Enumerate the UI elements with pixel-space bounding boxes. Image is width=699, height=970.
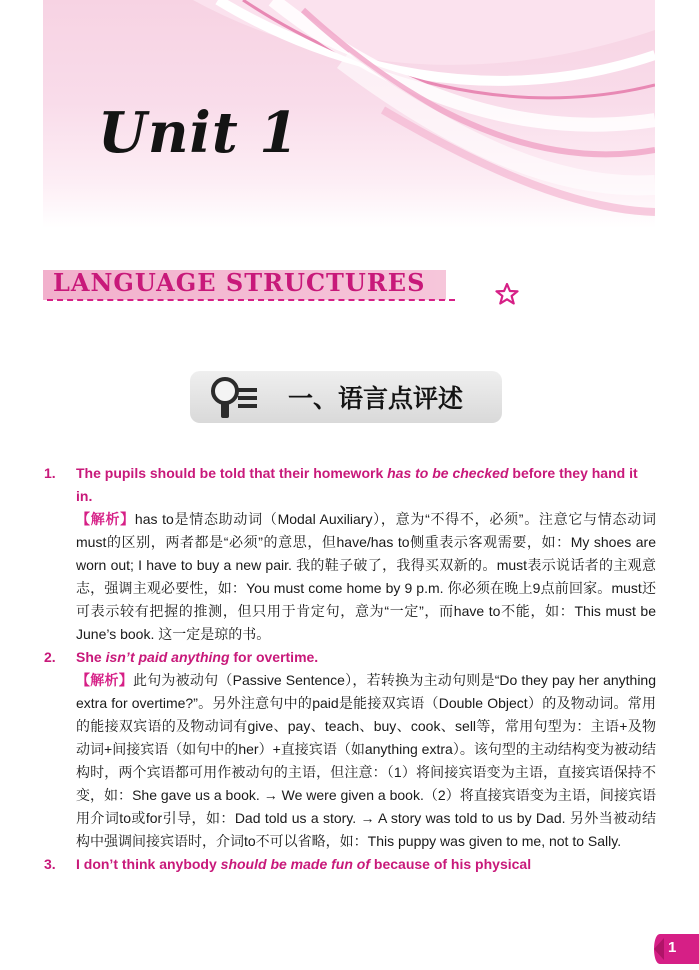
- subsection-title: 一、语言点评述: [288, 384, 464, 413]
- subsection-header: [190, 371, 502, 425]
- page-number-tab: [652, 932, 699, 966]
- item-number: 2.: [44, 649, 56, 665]
- example-sentence: The pupils should be told that their homework has to be checked before they hand it in.: [76, 465, 638, 504]
- list-item: [44, 462, 656, 508]
- magnifier-icon: [208, 375, 262, 421]
- section-dashed-line: [47, 299, 455, 301]
- list-item: [44, 853, 656, 876]
- item-number: 1.: [44, 465, 56, 481]
- section-title: LANGUAGE STRUCTURES: [53, 268, 426, 297]
- page-number: 1: [668, 939, 677, 956]
- section-header: [43, 263, 483, 308]
- analysis-note: [44, 508, 656, 646]
- analysis-text: 此句为被动句（Passive Sentence），若转换为主动句则是“Do they pay her anything extra for overtime?”。另外注意句中的paid是能接双宾语（Double Object）的及物动词。常用的能接双宾语的及物动词有give、pay、teach、buy、cook、sell等，常用句型为：主语+及物动词+间接宾语（如句中的her）+直接宾语（如anything extra）。该句型的主动结构变为被动结构时，两个宾语都可用作被动句的主语，但注意：（1）将间接宾语变为主语，直接宾语保持不变，如：She gave us a book. → We were given a book.（2）将直接宾语变为主语，间接宾语用介词to或for引导，如：Dad told us a story. → A story was told to us by Dad. 另外当被动结构中强调间接宾语时，介词to不可以省略，如：This puppy was given to me, not to Sally.: [76, 672, 657, 849]
- content-body: [44, 462, 656, 876]
- analysis-note: [44, 669, 656, 853]
- analysis-tag: 【解析】: [76, 511, 135, 527]
- list-item: [44, 646, 656, 669]
- analysis-text: has to是情态助动词（Modal Auxiliary），意为“不得不，必须”。注意它与情态动词must的区别，两者都是“必须”的意思，但have/has to侧重表示客观需要，如：My shoes are worn out; I have to buy a new pair. 我的鞋子破了，我得买双新的。must表示说话者的主观意志，强调主观必要性，如：You must come home by 9 p.m. 你必须在晚上9点前回家。must还可表示较有把握的推测，但只用于肯定句，意为“一定”，而have to不能，如：This must be June’s book. 这一定是琼的书。: [76, 511, 656, 642]
- item-number: 3.: [44, 856, 56, 872]
- example-sentence: She isn’t paid anything for overtime.: [76, 649, 319, 665]
- star-icon: [495, 283, 519, 305]
- unit-title: Unit 1: [98, 100, 300, 166]
- analysis-tag: 【解析】: [76, 672, 133, 688]
- unit-banner: [43, 0, 655, 228]
- example-sentence: I don’t think anybody should be made fun of because of his physical: [76, 856, 532, 872]
